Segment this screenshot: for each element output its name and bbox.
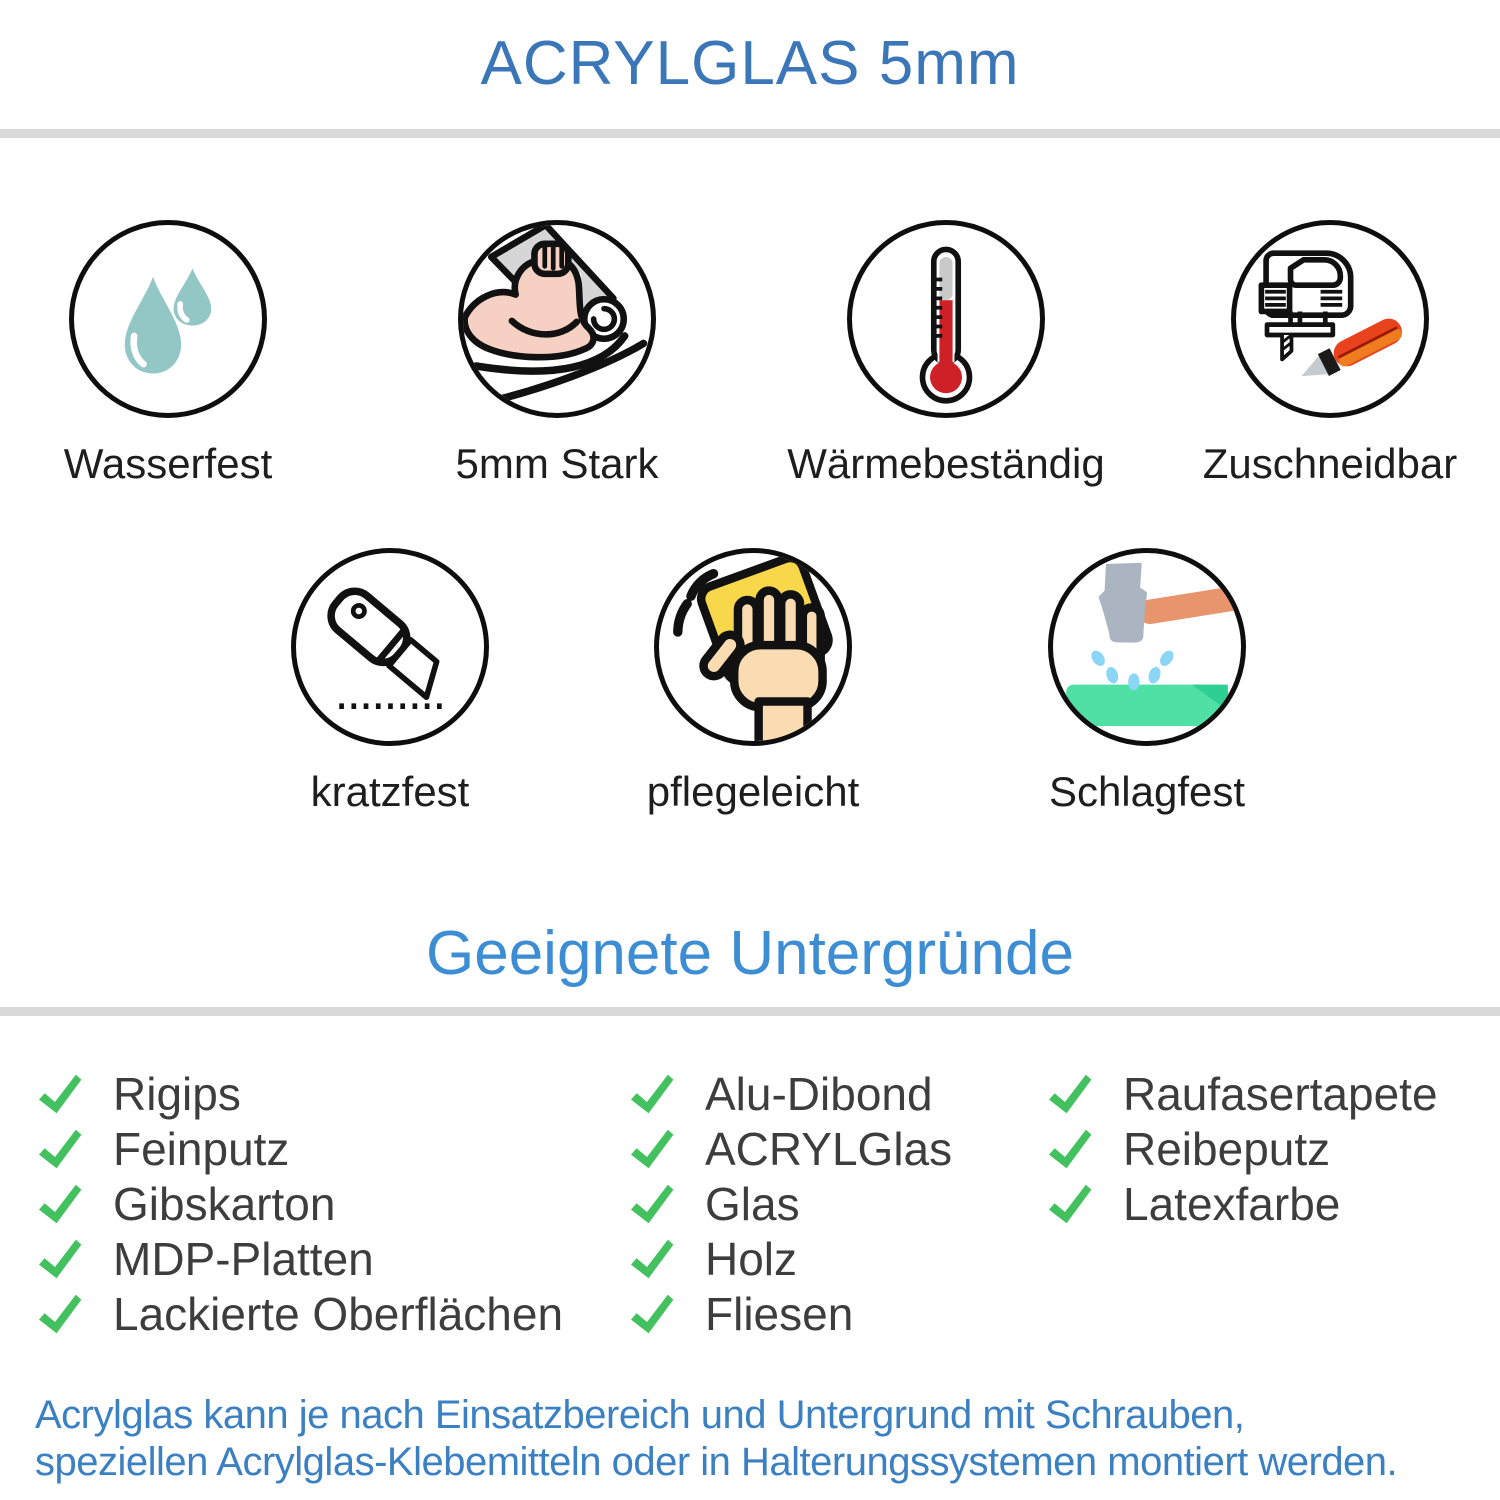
check-icon [1045,1073,1093,1115]
feature-label: kratzfest [310,768,470,815]
check-icon [627,1073,675,1115]
feature-pflegeleicht [568,548,938,816]
list-item [627,1286,952,1341]
feature-label: 5mm Stark [455,440,659,487]
substrates-column-1 [35,1066,563,1341]
check-icon [1045,1183,1093,1225]
check-icon [1045,1128,1093,1170]
list-item [35,1286,563,1341]
jigsaw-icon [1236,225,1424,413]
list-item [1045,1121,1438,1176]
substrate-label: Feinputz [113,1122,290,1175]
section-title: Geeignete Untergründe [425,919,1074,988]
feature-wasserfest [0,220,353,488]
utility-knife-icon [296,553,484,741]
feature-5mm-stark [372,220,742,488]
feature-kratzfest [205,548,575,816]
list-item [35,1121,563,1176]
substrate-label: Alu-Dibond [705,1067,933,1120]
substrate-label: ACRYLGlas [705,1122,953,1175]
check-icon [627,1293,675,1335]
strong-arm-icon [463,225,651,413]
substrates-column-3 [1045,1066,1438,1231]
list-item [627,1066,952,1121]
mounting-note-line1: Acrylglas kann je nach Einsatzbereich und Untergrund mit Schrauben, [35,1393,1245,1437]
check-icon [35,1293,83,1335]
list-item [627,1231,952,1286]
divider-bar [0,1007,1500,1016]
feature-waermebestaendig [761,220,1131,488]
check-icon [35,1128,83,1170]
check-icon [627,1183,675,1225]
feature-label: Wasserfest [63,440,273,487]
substrate-label: Raufasertapete [1123,1067,1438,1120]
substrate-label: Reibeputz [1123,1122,1331,1175]
substrate-label: Rigips [113,1067,241,1120]
page-title: ACRYLGLAS 5mm [480,29,1020,98]
water-drops-icon [74,225,262,413]
list-item [627,1121,952,1176]
cleaning-hand-icon [659,553,847,741]
thermometer-icon [852,225,1040,413]
hammer-icon [1053,553,1241,741]
mounting-note [35,1392,1485,1486]
list-item [627,1176,952,1231]
substrate-label: Holz [705,1232,798,1285]
substrate-label: MDP-Platten [113,1232,374,1285]
substrate-label: Lackierte Oberflächen [113,1287,564,1340]
check-icon [627,1238,675,1280]
feature-zuschneidbar [1145,220,1500,488]
substrate-label: Latexfarbe [1123,1177,1341,1230]
substrate-label: Glas [705,1177,800,1230]
substrate-label: Fliesen [705,1287,854,1340]
list-item [35,1231,563,1286]
feature-schlagfest [962,548,1332,816]
list-item [1045,1066,1438,1121]
check-icon [35,1238,83,1280]
mounting-note-line2: speziellen Acrylglas-Klebemitteln oder in Halterungssystemen montiert werden. [35,1440,1398,1484]
feature-label: Schlagfest [1048,768,1246,815]
check-icon [627,1128,675,1170]
check-icon [35,1183,83,1225]
list-item [35,1176,563,1231]
check-icon [35,1073,83,1115]
feature-label: pflegeleicht [646,768,860,815]
list-item [1045,1176,1438,1231]
list-item [35,1066,563,1121]
feature-label: Wärmebeständig [787,440,1105,487]
substrate-label: Gibskarton [113,1177,336,1230]
feature-label: Zuschneidbar [1202,440,1458,487]
substrates-column-2 [627,1066,952,1341]
divider-bar [0,129,1500,138]
